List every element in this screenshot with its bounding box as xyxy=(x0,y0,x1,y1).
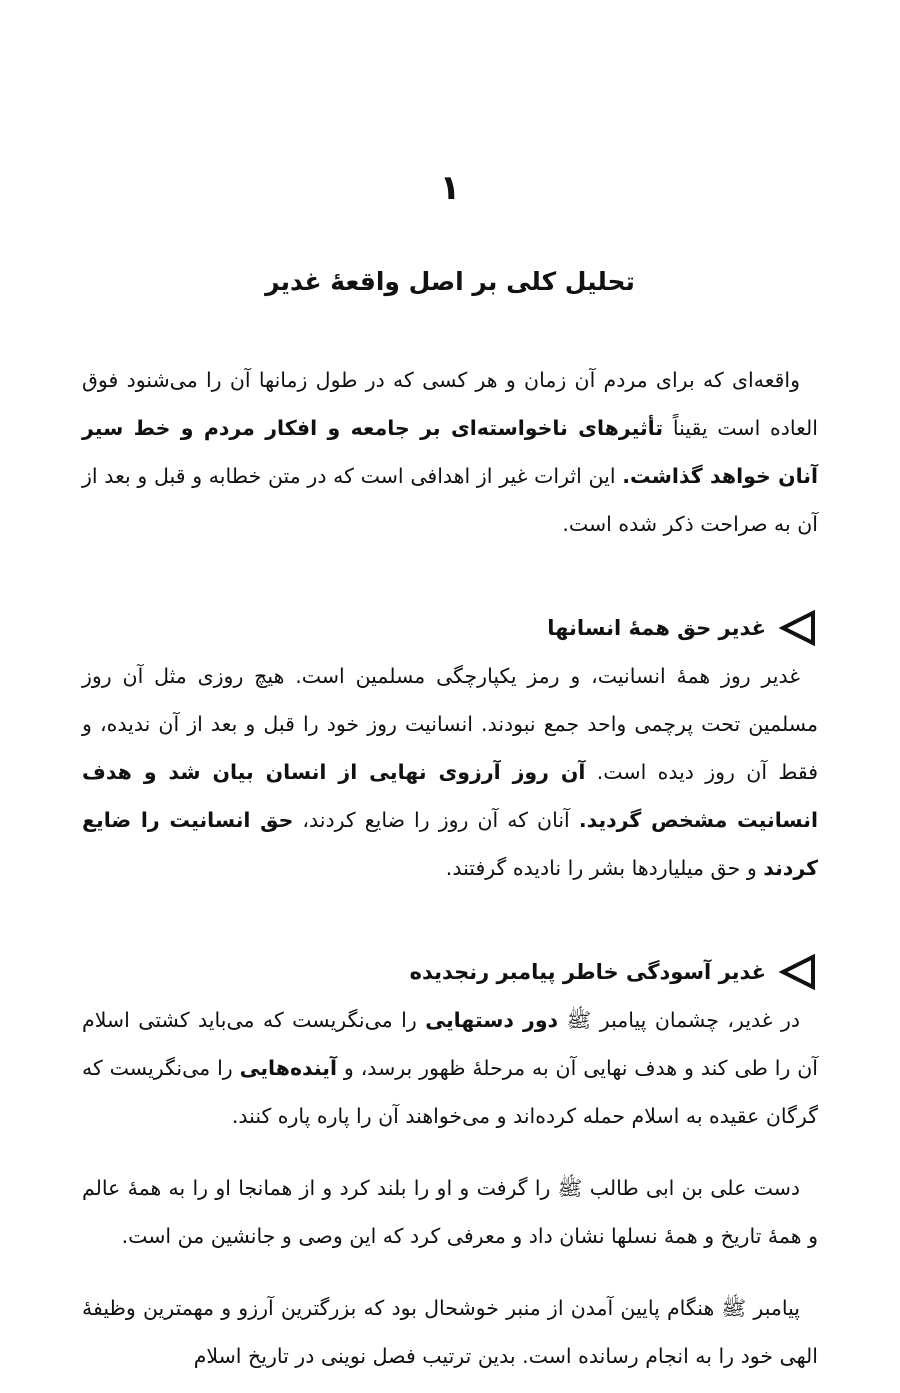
section2-paragraph-2: دست علی بن ابی طالب ﷺ را گرفت و او را بلند کرد و از همانجا او را به همهٔ عالم و همهٔ تاریخ و همهٔ نسلها نشان داد و معرفی کرد که این وصی و جانشین من است. xyxy=(82,1176,818,1248)
section-heading-text: غدیر آسودگی خاطر پیامبر رنجدیده xyxy=(409,960,766,984)
triangle-pointer-icon xyxy=(778,952,818,992)
section2-text-2: را می‌نگریست که می‌باید کشتی اسلام آن را طی کند و هدف نهایی آن به مرحلهٔ ظهور برسد، و xyxy=(82,1008,818,1080)
section-heading-prophet xyxy=(82,948,818,996)
section1-text-1: غدیر روز همهٔ انسانیت، و رمز یکپارچگی مسلمین است. هیچ روزی مثل آن روز مسلمین تحت پرچمی واحد جمع نبودند. انسانیت روز خود را قبل و بعد از آن ندیده، و فقط آن روز دیده است. xyxy=(82,664,818,784)
section2-bold-1: دور دستهایی xyxy=(425,1008,559,1032)
body-text xyxy=(82,356,818,1380)
section2-paragraph-3: پیامبر ﷺ هنگام پایین آمدن از منبر خوشحال بود که بزرگترین آرزو و مهمترین وظیفهٔ الهی خود را به انجام رسانده است. بدین ترتیب فصل نوینی در تاریخ اسلام xyxy=(82,1296,818,1368)
section1-bold-2: حق انسانیت را ضایع کردند xyxy=(82,808,818,880)
section1-paragraph xyxy=(82,652,818,892)
chapter-number: ۱ xyxy=(439,168,461,208)
intro-bold-1: تأثیرهای ناخواسته‌ای بر جامعه و افکار مردم و خط سیر آنان خواهد گذاشت. xyxy=(82,416,818,488)
intro-text-1: واقعه‌ای که برای مردم آن زمان و هر کسی که در طول زمانها آن را می‌شنود فوق العاده است یقیناً xyxy=(82,368,818,440)
section2-text-1: در غدیر، چشمان پیامبر ﷺ xyxy=(558,1008,800,1032)
section1-text-2: آنان که آن روز را ضایع کردند، xyxy=(293,808,579,832)
section2-bold-2: آینده‌هایی xyxy=(239,1056,337,1080)
book-page xyxy=(82,0,818,1393)
section1-bold-1: آن روز آرزوی نهایی از انسان بیان شد و هدف انسانیت مشخص گردید. xyxy=(82,760,819,832)
section1-text-3: و حق میلیاردها بشر را نادیده گرفتند. xyxy=(445,856,764,880)
intro-paragraph xyxy=(82,356,818,548)
section2-text-3: را می‌نگریست که گرگان عقیده به اسلام حمله کرده‌اند و می‌خواهند آن را پاره پاره کنند. xyxy=(82,1056,818,1128)
chapter-title: تحلیل کلی بر اصل واقعهٔ غدیر xyxy=(265,267,635,296)
intro-text-2: این اثرات غیر از اهدافی است که در متن خطابه و قبل و بعد از آن به صراحت ذکر شده است. xyxy=(82,464,818,536)
section-heading-ghadir-right xyxy=(82,604,818,652)
section-heading-text: غدیر حق همهٔ انسانها xyxy=(547,616,766,640)
triangle-pointer-icon xyxy=(778,608,818,648)
section2-paragraph-1 xyxy=(82,996,818,1140)
